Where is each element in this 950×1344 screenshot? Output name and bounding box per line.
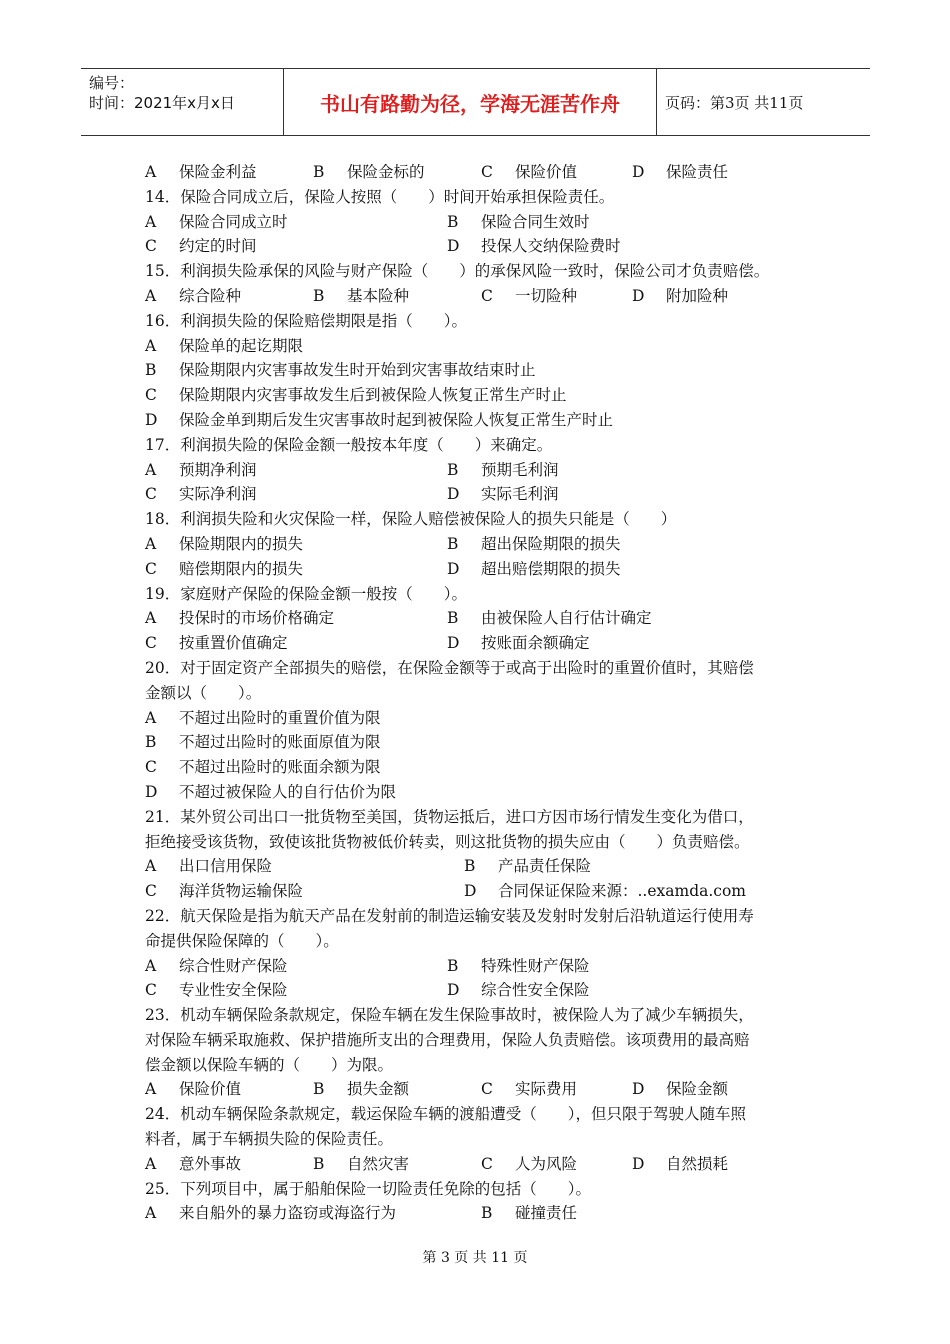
answer-option bbox=[447, 978, 590, 1003]
answer-option bbox=[447, 954, 590, 979]
option-text: 碰撞责任 bbox=[515, 1204, 578, 1223]
answer-option bbox=[481, 284, 577, 309]
answer-options-row bbox=[145, 482, 825, 507]
option-letter: D bbox=[464, 882, 477, 901]
option-text: 不超过被保险人的自行估价为限 bbox=[179, 782, 397, 801]
option-text: 超出保险期限的损失 bbox=[481, 534, 621, 553]
option-text: 自然灾害 bbox=[347, 1154, 410, 1173]
answer-options-row bbox=[145, 606, 825, 631]
answer-options-row bbox=[145, 978, 825, 1003]
option-text: 保险合同成立时 bbox=[179, 212, 288, 231]
option-text: 实际毛利润 bbox=[481, 485, 559, 504]
answer-option bbox=[481, 1077, 577, 1102]
option-letter: D bbox=[447, 485, 460, 504]
option-letter: D bbox=[447, 981, 460, 1000]
option-letter: D bbox=[145, 410, 158, 429]
question-text: 料者，属于车辆损失险的保险责任。 bbox=[145, 1130, 394, 1149]
option-letter: C bbox=[145, 882, 157, 901]
answer-option bbox=[145, 755, 825, 780]
option-letter: B bbox=[447, 956, 459, 975]
question-text: 14．保险合同成立后，保险人按照（ ）时间开始承担保险责任。 bbox=[145, 187, 615, 206]
answer-option bbox=[145, 978, 288, 1003]
option-letter: B bbox=[447, 534, 459, 553]
option-text: 按重置价值确定 bbox=[179, 634, 288, 653]
answer-options-row bbox=[145, 1077, 825, 1102]
answer-option bbox=[145, 1077, 241, 1102]
option-text: 赔偿期限内的损失 bbox=[179, 559, 304, 578]
answer-option bbox=[481, 1152, 577, 1177]
option-text: 专业性安全保险 bbox=[179, 981, 288, 1000]
option-text: 出口信用保险 bbox=[179, 857, 273, 876]
option-text: 保险金单到期后发生灾害事故时起到被保险人恢复正常生产时止 bbox=[179, 410, 614, 429]
answer-option bbox=[632, 160, 728, 185]
option-text: 附加险种 bbox=[666, 286, 729, 305]
answer-option bbox=[447, 557, 621, 582]
option-letter: B bbox=[447, 460, 459, 479]
option-letter: A bbox=[145, 212, 157, 231]
option-text: 不超过出险时的账面原值为限 bbox=[179, 733, 381, 752]
answer-option bbox=[145, 532, 303, 557]
option-text: 保险期限内灾害事故发生时开始到灾害事故结束时止 bbox=[179, 361, 536, 380]
option-letter: C bbox=[145, 634, 157, 653]
option-letter: C bbox=[145, 559, 157, 578]
answer-option bbox=[145, 210, 288, 235]
option-letter: C bbox=[145, 758, 157, 777]
header-number-label: 编号： bbox=[89, 74, 135, 92]
option-letter: A bbox=[145, 1154, 157, 1173]
option-letter: D bbox=[632, 1080, 645, 1099]
option-text: 保险合同生效时 bbox=[481, 212, 590, 231]
answer-option bbox=[145, 284, 241, 309]
page-header bbox=[81, 68, 870, 136]
answer-options-row bbox=[145, 1201, 825, 1226]
answer-option bbox=[145, 854, 272, 879]
question-text: 25．下列项目中，属于船舶保险一切险责任免除的包括（ ）。 bbox=[145, 1179, 591, 1198]
question-text: 18．利润损失险和火灾保险一样，保险人赔偿被保险人的损失只能是（ ） bbox=[145, 510, 677, 529]
answer-option bbox=[632, 1152, 728, 1177]
answer-options-row bbox=[145, 210, 825, 235]
answer-options-row bbox=[145, 160, 825, 185]
header-meta bbox=[81, 69, 284, 135]
answer-option bbox=[145, 631, 288, 656]
option-text: 保险价值 bbox=[515, 163, 578, 181]
option-letter: B bbox=[145, 733, 157, 752]
option-letter: C bbox=[481, 1154, 493, 1173]
option-letter: A bbox=[145, 708, 157, 727]
option-letter: B bbox=[313, 1080, 325, 1099]
option-letter: B bbox=[464, 857, 476, 876]
answer-option bbox=[145, 482, 257, 507]
option-text: 超出赔偿期限的损失 bbox=[481, 559, 621, 578]
answer-option bbox=[145, 606, 334, 631]
option-text: 人为风险 bbox=[515, 1154, 578, 1173]
answer-option bbox=[145, 234, 257, 259]
option-letter: A bbox=[145, 460, 157, 479]
answer-option bbox=[145, 160, 257, 185]
option-letter: B bbox=[313, 286, 325, 305]
option-text: 产品责任保险 bbox=[498, 857, 592, 876]
option-letter: D bbox=[632, 163, 645, 181]
option-text: 综合险种 bbox=[179, 286, 242, 305]
option-text: 保险金利益 bbox=[179, 163, 257, 181]
question-text: 拒绝接受该货物，致使该批货物被低价转卖，则这批货物的损失应由（ ）负责赔偿。 bbox=[145, 832, 750, 851]
header-slogan: 书山有路勤为径，学海无涯苦作舟 bbox=[284, 69, 657, 135]
question-text: 15．利润损失险承保的风险与财产保险（ ）的承保风险一致时，保险公司才负责赔偿。 bbox=[145, 262, 770, 281]
header-page-info: 页码：第3页 共11页 bbox=[665, 93, 804, 112]
option-letter: D bbox=[447, 634, 460, 653]
option-text: 保险金额 bbox=[666, 1080, 729, 1099]
option-letter: C bbox=[145, 386, 157, 405]
option-text: 保险期限内灾害事故发生后到被保险人恢复正常生产时止 bbox=[179, 386, 567, 405]
answer-option bbox=[313, 284, 409, 309]
option-letter: C bbox=[145, 485, 157, 504]
answer-options-row bbox=[145, 631, 825, 656]
answer-option bbox=[145, 954, 288, 979]
option-text: 基本险种 bbox=[347, 286, 410, 305]
option-text: 不超过出险时的重置价值为限 bbox=[179, 708, 381, 727]
option-text: 来自船外的暴力盗窃或海盗行为 bbox=[179, 1204, 397, 1223]
option-text: 合同保证保险来源：..examda.com bbox=[498, 882, 747, 901]
question-text: 22．航天保险是指为航天产品在发射前的制造运输安装及发射时发射后沿轨道运行使用寿 bbox=[145, 906, 754, 925]
answer-option bbox=[145, 408, 825, 433]
answer-options-row bbox=[145, 532, 825, 557]
option-text: 综合性安全保险 bbox=[481, 981, 590, 1000]
option-letter: D bbox=[145, 782, 158, 801]
option-text: 由被保险人自行估计确定 bbox=[481, 609, 652, 628]
answer-option bbox=[447, 482, 559, 507]
option-text: 特殊性财产保险 bbox=[481, 956, 590, 975]
answer-option bbox=[145, 780, 825, 805]
header-time-label: 时间：2021年x月x日 bbox=[89, 94, 235, 112]
answer-options-row bbox=[145, 284, 825, 309]
question-text: 19．家庭财产保险的保险金额一般按（ ）。 bbox=[145, 584, 467, 603]
answer-option bbox=[481, 1201, 577, 1226]
option-text: 自然损耗 bbox=[666, 1154, 729, 1173]
option-text: 预期毛利润 bbox=[481, 460, 559, 479]
option-letter: A bbox=[145, 336, 157, 355]
option-text: 预期净利润 bbox=[179, 460, 257, 479]
answer-options-row bbox=[145, 954, 825, 979]
answer-option bbox=[632, 1077, 728, 1102]
option-letter: B bbox=[313, 1154, 325, 1173]
option-text: 不超过出险时的账面余额为限 bbox=[179, 758, 381, 777]
option-text: 综合性财产保险 bbox=[179, 956, 288, 975]
answer-option bbox=[481, 160, 577, 185]
option-letter: A bbox=[145, 609, 157, 628]
option-text: 一切险种 bbox=[515, 286, 578, 305]
answer-options-row bbox=[145, 1152, 825, 1177]
option-letter: C bbox=[481, 286, 493, 305]
answer-option bbox=[145, 1152, 241, 1177]
question-text: 23．机动车辆保险条款规定，保险车辆在发生保险事故时，被保险人为了减少车辆损失， bbox=[145, 1006, 754, 1025]
answer-option bbox=[447, 631, 590, 656]
option-text: 投保人交纳保险费时 bbox=[481, 237, 621, 256]
answer-option bbox=[464, 879, 746, 904]
option-text: 保险期限内的损失 bbox=[179, 534, 304, 553]
answer-option bbox=[632, 284, 728, 309]
option-text: 保险价值 bbox=[179, 1080, 242, 1099]
answer-option bbox=[145, 730, 825, 755]
answer-option bbox=[145, 383, 825, 408]
option-letter: A bbox=[145, 163, 157, 181]
option-text: 实际费用 bbox=[515, 1080, 578, 1099]
answer-option bbox=[145, 358, 825, 383]
answer-option bbox=[145, 557, 303, 582]
answer-option bbox=[447, 458, 559, 483]
answer-options-row bbox=[145, 879, 825, 904]
answer-option bbox=[145, 334, 825, 359]
option-text: 保险金标的 bbox=[347, 163, 425, 181]
option-letter: D bbox=[632, 286, 645, 305]
option-letter: B bbox=[145, 361, 157, 380]
option-letter: A bbox=[145, 857, 157, 876]
option-letter: A bbox=[145, 1080, 157, 1099]
option-letter: D bbox=[632, 1154, 645, 1173]
answer-option bbox=[447, 234, 621, 259]
question-text: 金额以（ ）。 bbox=[145, 683, 262, 702]
answer-option bbox=[145, 1201, 396, 1226]
option-letter: A bbox=[145, 956, 157, 975]
answer-option bbox=[447, 532, 621, 557]
option-letter: D bbox=[447, 237, 460, 256]
option-text: 投保时的市场价格确定 bbox=[179, 609, 335, 628]
option-letter: B bbox=[481, 1204, 493, 1223]
option-letter: B bbox=[313, 163, 325, 181]
option-letter: C bbox=[481, 163, 493, 181]
answer-options-row bbox=[145, 854, 825, 879]
page-footer: 第 3 页 共 11 页 bbox=[422, 1250, 528, 1266]
option-letter: B bbox=[447, 212, 459, 231]
option-letter: B bbox=[447, 609, 459, 628]
answer-option bbox=[447, 210, 590, 235]
option-text: 保险单的起讫期限 bbox=[179, 336, 304, 355]
answer-option bbox=[447, 606, 652, 631]
document-body bbox=[145, 160, 825, 1226]
question-text: 24．机动车辆保险条款规定，载运保险车辆的渡船遭受（ ），但只限于驾驶人随车照 bbox=[145, 1105, 746, 1124]
option-letter: C bbox=[145, 237, 157, 256]
option-text: 约定的时间 bbox=[179, 237, 257, 256]
answer-options-row bbox=[145, 234, 825, 259]
answer-option bbox=[464, 854, 591, 879]
question-text: 命提供保险保障的（ ）。 bbox=[145, 931, 339, 950]
option-letter: A bbox=[145, 286, 157, 305]
answer-option bbox=[313, 1152, 409, 1177]
question-text: 20．对于固定资产全部损失的赔偿，在保险金额等于或高于出险时的重置价值时，其赔偿 bbox=[145, 658, 754, 677]
option-letter: A bbox=[145, 534, 157, 553]
option-letter: C bbox=[481, 1080, 493, 1099]
option-text: 按账面余额确定 bbox=[481, 634, 590, 653]
option-text: 海洋货物运输保险 bbox=[179, 882, 304, 901]
answer-options-row bbox=[145, 557, 825, 582]
question-text: 对保险车辆采取施救、保护措施所支出的合理费用，保险人负责赔偿。该项费用的最高赔 bbox=[145, 1030, 750, 1049]
option-letter: C bbox=[145, 981, 157, 1000]
question-text: 21．某外贸公司出口一批货物至美国，货物运抵后，进口方因市场行情发生变化为借口， bbox=[145, 807, 754, 826]
answer-option bbox=[313, 160, 425, 185]
question-text: 16．利润损失险的保险赔偿期限是指（ ）。 bbox=[145, 311, 467, 330]
option-letter: D bbox=[447, 559, 460, 578]
option-text: 实际净利润 bbox=[179, 485, 257, 504]
answer-option bbox=[313, 1077, 409, 1102]
answer-options-row bbox=[145, 458, 825, 483]
answer-option bbox=[145, 879, 303, 904]
option-text: 意外事故 bbox=[179, 1154, 242, 1173]
answer-option bbox=[145, 706, 825, 731]
question-text: 偿金额以保险车辆的（ ）为限。 bbox=[145, 1055, 394, 1074]
option-letter: A bbox=[145, 1204, 157, 1223]
answer-option bbox=[145, 458, 257, 483]
question-text: 17．利润损失险的保险金额一般按本年度（ ）来确定。 bbox=[145, 435, 553, 454]
option-text: 保险责任 bbox=[666, 163, 729, 181]
option-text: 损失金额 bbox=[347, 1080, 410, 1099]
